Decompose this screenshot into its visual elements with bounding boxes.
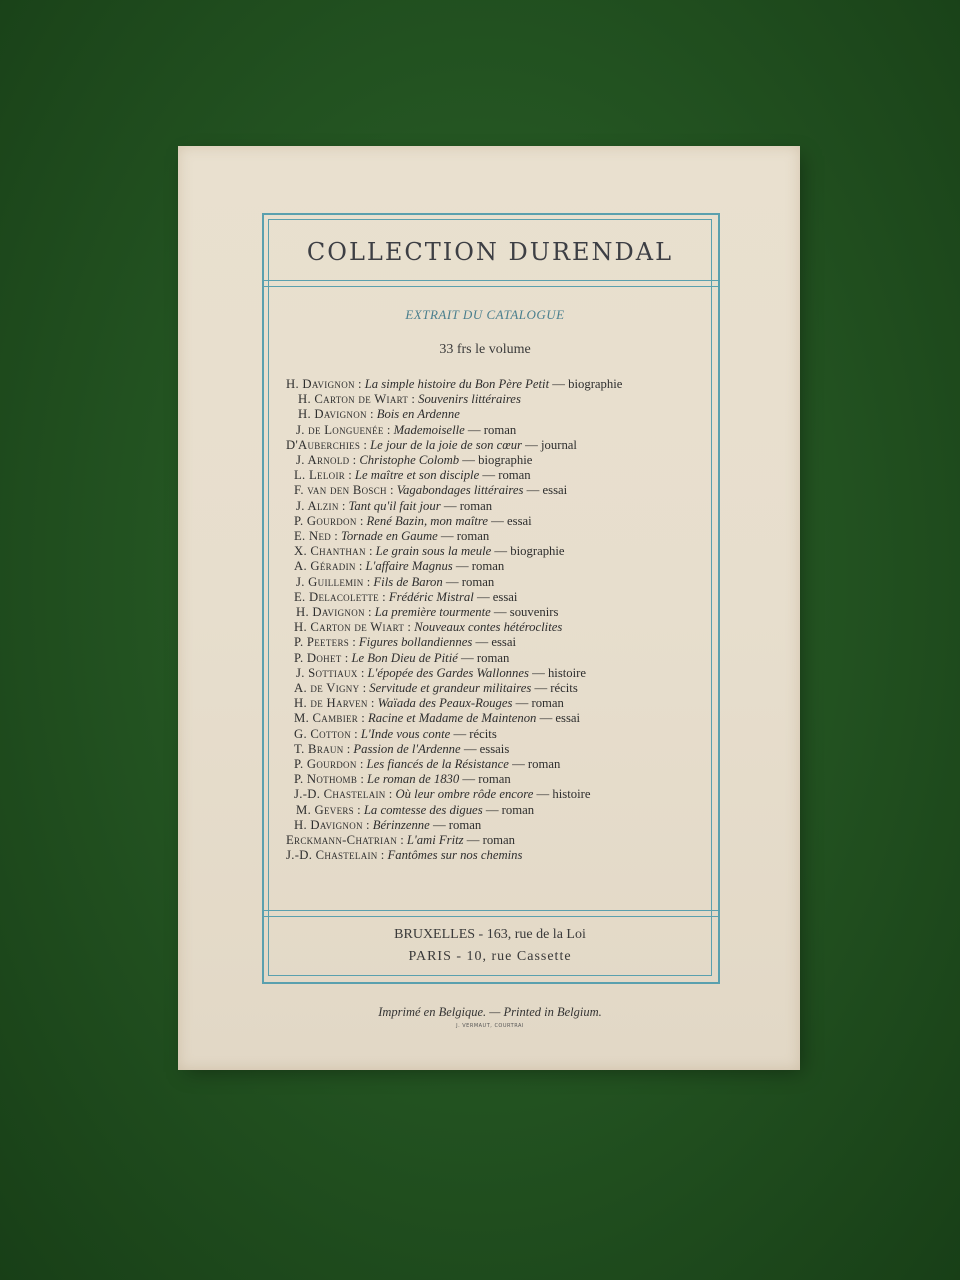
entry-genre: histoire — [547, 665, 587, 680]
catalogue-entry: L. Leloir : Le maître et son disciple — roman — [294, 468, 531, 483]
entry-title: Servitude et grandeur militaires — [369, 681, 532, 696]
entry-genre: essai — [491, 635, 516, 650]
entry-author: H. Davignon — [298, 407, 367, 422]
catalogue-entry: H. Davignon : Bérinzenne — roman — [294, 817, 482, 832]
entry-author: J.-D. Chastelain — [294, 787, 386, 802]
entry-author: Erckmann-Chatrian — [286, 833, 398, 848]
entry-author: T. Braun — [294, 741, 344, 756]
entry-author: P. Dohet — [294, 650, 342, 665]
catalogue-entry: J. Sottiaux : L'épopée des Gardes Wallonnes — histoire — [296, 665, 587, 680]
catalogue-entry: P. Gourdon : René Bazin, mon maître — essai — [294, 513, 532, 528]
divider-line — [262, 916, 718, 917]
catalogue-entry: P. Dohet : Le Bon Dieu de Pitié — roman — [294, 650, 510, 665]
catalogue-entry: M. Cambier : Racine et Madame de Maintenon — essai — [294, 711, 581, 726]
entry-title: Bérinzenne — [372, 817, 430, 832]
entry-title: Le roman de 1830 — [367, 772, 460, 787]
entry-title: Le grain sous la meule — [375, 544, 492, 559]
entry-author: A. de Vigny — [294, 681, 360, 696]
entry-author: F. van den Bosch — [294, 483, 387, 498]
entry-genre: roman — [476, 650, 510, 665]
entry-genre: roman — [448, 817, 482, 832]
entry-genre: récits — [469, 726, 497, 741]
entry-genre: récits — [550, 681, 578, 696]
entry-author: H. Carton de Wiart — [294, 620, 405, 635]
catalogue-entry: P. Gourdon : Les fiancés de la Résistance — roman — [294, 757, 561, 772]
entry-title: Le Bon Dieu de Pitié — [351, 650, 458, 665]
entry-title: Passion de l'Ardenne — [353, 741, 461, 756]
entry-author: J. de Longuenée — [296, 422, 384, 437]
publisher-address — [280, 924, 700, 968]
entry-title: Tant qu'il fait jour — [348, 498, 441, 513]
entry-title: Frédéric Mistral — [388, 589, 474, 604]
catalogue-entry: A. Géradin : L'affaire Magnus — roman — [294, 559, 505, 574]
entry-title: Vagabondages littéraires — [396, 483, 524, 498]
entry-author: E. Ned — [294, 529, 332, 544]
entry-genre: essai — [492, 589, 518, 604]
price-per-volume: 33 frs le volume — [439, 342, 531, 357]
entry-author: J.-D. Chastelain — [286, 848, 378, 863]
entry-title: La première tourmente — [374, 605, 491, 620]
catalogue-entry: G. Cotton : L'Inde vous conte — récits — [294, 726, 497, 741]
catalogue-entry: J. Guillemin : Fils de Baron — roman — [296, 574, 495, 589]
catalogue-entry: H. Davignon : Bois en Ardenne — [298, 407, 460, 422]
entry-title: Souvenirs littéraires — [418, 392, 521, 407]
entry-genre: roman — [461, 574, 495, 589]
entry-title: Racine et Madame de Maintenon — [367, 711, 537, 726]
entry-genre: roman — [501, 802, 535, 817]
catalogue-entry: E. Delacolette : Frédéric Mistral — essai — [294, 589, 518, 604]
entry-genre: essai — [542, 483, 568, 498]
entry-genre: essais — [479, 741, 510, 756]
entry-title: Le maître et son disciple — [354, 468, 480, 483]
entry-title: Fils de Baron — [373, 574, 443, 589]
entry-title: Tornade en Gaume — [340, 529, 438, 544]
entry-title: Nouveaux contes hétéroclites — [414, 620, 563, 635]
entry-genre: histoire — [552, 787, 591, 802]
entry-author: M. Gevers — [296, 802, 354, 817]
entry-author: G. Cotton — [294, 726, 351, 741]
entry-author: P. Gourdon — [294, 513, 357, 528]
entry-author: H. Carton de Wiart — [298, 392, 409, 407]
catalogue-entry: P. Nothomb : Le roman de 1830 — roman — [294, 772, 511, 787]
catalogue-entry: M. Gevers : La comtesse des digues — roman — [296, 802, 535, 817]
entry-author: P. Gourdon — [294, 757, 357, 772]
entry-title: Bois en Ardenne — [376, 407, 460, 422]
entry-author: J. Guillemin — [296, 574, 364, 589]
catalogue-entry: X. Chanthan : Le grain sous la meule — biographie — [294, 544, 565, 559]
entry-genre: essai — [555, 711, 581, 726]
catalogue-entry: J.-D. Chastelain : Fantômes sur nos chemins — [286, 848, 523, 863]
entry-title: Waïada des Peaux-Rouges — [377, 696, 513, 711]
divider-line — [262, 910, 718, 911]
catalogue-entry: J.-D. Chastelain : Où leur ombre rôde encore — histoire — [294, 787, 591, 802]
entry-author: X. Chanthan — [294, 544, 366, 559]
catalogue-entry: F. van den Bosch : Vagabondages littéraires — essai — [294, 483, 568, 498]
catalogue-entry: J. Alzin : Tant qu'il fait jour — roman — [296, 498, 493, 513]
entry-title: Les fiancés de la Résistance — [366, 757, 509, 772]
entry-title: Où leur ombre rôde encore — [395, 787, 534, 802]
entry-author: P. Peeters — [294, 635, 350, 650]
entry-title: L'épopée des Gardes Wallonnes — [367, 665, 529, 680]
entry-title: L'affaire Magnus — [365, 559, 453, 574]
entry-title: La simple histoire du Bon Père Petit — [364, 377, 550, 391]
catalogue-entry: H. de Harven : Waïada des Peaux-Rouges — roman — [294, 696, 564, 711]
address-brussels: BRUXELLES - 163, rue de la Loi — [394, 927, 586, 942]
catalogue-entry: P. Peeters : Figures bollandiennes — essai — [294, 635, 516, 650]
divider-line — [262, 286, 718, 287]
address-paris: PARIS - 10, rue Cassette — [408, 949, 572, 964]
entry-author: J. Alzin — [296, 498, 339, 513]
catalogue-entry: H. Davignon : La simple histoire du Bon Père Petit — biographie — [286, 377, 623, 391]
entry-author: H. Davignon — [294, 817, 363, 832]
entry-author: M. Cambier — [294, 711, 359, 726]
entry-title: René Bazin, mon maître — [366, 513, 488, 528]
entry-genre: biographie — [510, 544, 565, 559]
divider-line — [262, 280, 718, 281]
entry-title: La comtesse des digues — [363, 802, 483, 817]
catalogue-entry: T. Braun : Passion de l'Ardenne — essais — [294, 741, 510, 756]
printed-in-belgium: Imprimé en Belgique. — Printed in Belgium. — [378, 1005, 602, 1019]
catalogue-entry: E. Ned : Tornade en Gaume — roman — [294, 529, 490, 544]
entry-author: L. Leloir — [294, 468, 346, 483]
entry-genre: roman — [471, 559, 505, 574]
entry-author: H. de Harven — [294, 696, 368, 711]
catalogue-entry: J. Arnold : Christophe Colomb — biographie — [296, 453, 533, 468]
catalogue-entry: D'Auberchies : Le jour de la joie de son cœur — journal — [286, 437, 577, 452]
entry-genre: souvenirs — [509, 605, 559, 620]
collection-title: COLLECTION DURENDAL — [306, 238, 674, 266]
entry-genre: roman — [478, 772, 511, 787]
printer-imprint: J. VERMAUT, COURTRAI — [456, 1023, 524, 1029]
entry-title: Mademoiselle — [393, 422, 465, 437]
entry-author: P. Nothomb — [294, 772, 358, 787]
entry-title: Fantômes sur nos chemins — [387, 848, 523, 863]
entry-genre: biographie — [568, 377, 623, 391]
entry-genre: roman — [527, 757, 561, 772]
entry-title: Le jour de la joie de son cœur — [370, 437, 522, 452]
entry-author: A. Géradin — [294, 559, 356, 574]
entry-genre: roman — [483, 422, 517, 437]
entry-title: Christophe Colomb — [359, 453, 460, 468]
catalogue-entry: H. Carton de Wiart : Souvenirs littéraires — [298, 392, 521, 407]
catalogue-entry: H. Davignon : La première tourmente — souvenirs — [296, 605, 559, 620]
entry-author: D'Auberchies — [286, 437, 361, 452]
catalogue-entry: A. de Vigny : Servitude et grandeur militaires — récits — [294, 681, 578, 696]
entry-genre: roman — [459, 498, 493, 513]
entry-author: H. Davignon — [286, 377, 355, 391]
entry-genre: roman — [482, 833, 516, 848]
catalogue-list — [286, 377, 706, 864]
entry-author: J. Sottiaux — [296, 665, 358, 680]
entry-title: L'Inde vous conte — [360, 726, 451, 741]
entry-genre: journal — [541, 437, 577, 452]
entry-genre: biographie — [478, 453, 533, 468]
entry-title: L'ami Fritz — [406, 833, 464, 848]
entry-genre: roman — [456, 529, 490, 544]
entry-author: H. Davignon — [296, 605, 365, 620]
entry-genre: roman — [531, 696, 564, 711]
entry-genre: roman — [498, 468, 531, 483]
catalogue-entry: Erckmann-Chatrian : L'ami Fritz — roman — [286, 833, 516, 848]
catalogue-entry: J. de Longuenée : Mademoiselle — roman — [296, 422, 517, 437]
entry-title: Figures bollandiennes — [358, 635, 473, 650]
catalogue-subtitle: EXTRAIT DU CATALOGUE — [405, 307, 565, 322]
entry-genre: essai — [507, 513, 532, 528]
entry-author: E. Delacolette — [294, 589, 379, 604]
catalogue-entry: H. Carton de Wiart : Nouveaux contes hétéroclites — [294, 620, 563, 635]
entry-author: J. Arnold — [296, 453, 350, 468]
